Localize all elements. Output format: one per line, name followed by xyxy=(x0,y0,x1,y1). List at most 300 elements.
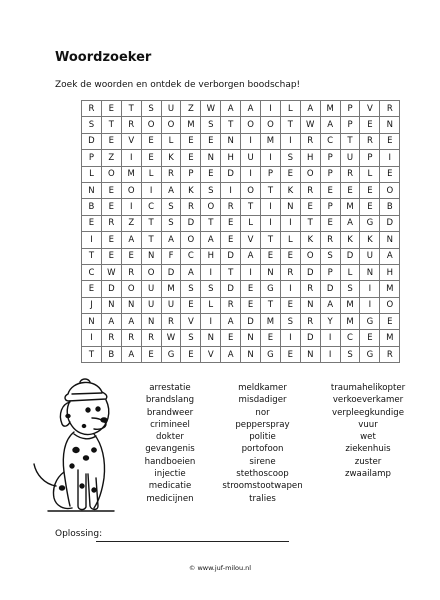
grid-cell[interactable]: T xyxy=(82,346,102,362)
grid-cell[interactable]: T xyxy=(82,248,102,264)
grid-cell[interactable]: E xyxy=(101,248,121,264)
grid-cell[interactable]: E xyxy=(300,199,320,215)
grid-cell[interactable]: L xyxy=(161,133,181,149)
grid-cell[interactable]: A xyxy=(121,232,141,248)
word-item: pepperspray xyxy=(235,419,290,430)
grid-cell[interactable]: L xyxy=(280,101,300,117)
grid-cell[interactable]: N xyxy=(201,330,221,346)
grid-cell[interactable]: P xyxy=(320,150,340,166)
grid-cell[interactable]: E xyxy=(141,133,161,149)
grid-cell[interactable]: E xyxy=(201,166,221,182)
grid-cell[interactable]: A xyxy=(201,232,221,248)
grid-cell[interactable]: R xyxy=(121,117,141,133)
grid-cell[interactable]: I xyxy=(82,232,102,248)
grid-cell[interactable]: I xyxy=(241,133,261,149)
page-title: Woordzoeker xyxy=(55,50,152,65)
grid-cell[interactable]: I xyxy=(121,150,141,166)
grid-cell[interactable]: S xyxy=(340,346,360,362)
word-list-column-1 xyxy=(130,382,210,505)
grid-cell[interactable]: I xyxy=(261,150,281,166)
grid-row xyxy=(82,330,400,346)
grid-cell[interactable]: E xyxy=(82,281,102,297)
grid-cell[interactable]: P xyxy=(181,166,201,182)
grid-cell[interactable]: N xyxy=(101,297,121,313)
grid-cell[interactable]: E xyxy=(221,330,241,346)
grid-cell[interactable]: D xyxy=(181,215,201,231)
grid-cell[interactable]: P xyxy=(360,150,380,166)
grid-cell[interactable]: E xyxy=(380,133,400,149)
grid-cell[interactable]: P xyxy=(261,166,281,182)
grid-cell[interactable]: U xyxy=(241,150,261,166)
grid-cell[interactable]: O xyxy=(121,182,141,198)
grid-cell[interactable]: U xyxy=(161,297,181,313)
grid-cell[interactable]: A xyxy=(380,248,400,264)
grid-cell[interactable]: G xyxy=(161,346,181,362)
grid-cell[interactable]: I xyxy=(320,330,340,346)
grid-cell[interactable]: E xyxy=(360,117,380,133)
grid-cell[interactable]: L xyxy=(241,215,261,231)
grid-cell[interactable]: U xyxy=(141,297,161,313)
grid-cell[interactable]: R xyxy=(300,281,320,297)
word-item: crimineel xyxy=(150,419,190,430)
grid-cell[interactable]: A xyxy=(181,264,201,280)
grid-cell[interactable]: S xyxy=(201,182,221,198)
grid-cell[interactable]: R xyxy=(300,182,320,198)
grid-cell[interactable]: E xyxy=(360,182,380,198)
grid-cell[interactable]: A xyxy=(101,314,121,330)
word-item: ziekenhuis xyxy=(345,444,391,455)
grid-cell[interactable]: A xyxy=(320,117,340,133)
word-item: brandslang xyxy=(145,395,195,406)
grid-cell[interactable]: R xyxy=(320,232,340,248)
grid-cell[interactable]: R xyxy=(121,264,141,280)
grid-cell[interactable]: D xyxy=(320,281,340,297)
grid-cell[interactable]: O xyxy=(161,117,181,133)
grid-cell[interactable]: W xyxy=(201,101,221,117)
grid-cell[interactable]: A xyxy=(241,101,261,117)
grid-cell[interactable]: K xyxy=(181,182,201,198)
grid-cell[interactable]: V xyxy=(121,133,141,149)
grid-cell[interactable]: V xyxy=(201,346,221,362)
grid-cell[interactable]: R xyxy=(161,314,181,330)
grid-cell[interactable]: A xyxy=(340,215,360,231)
grid-cell[interactable]: I xyxy=(261,199,281,215)
dalmatian-firedog-illustration xyxy=(28,374,124,516)
grid-cell[interactable]: M xyxy=(380,281,400,297)
grid-cell[interactable]: L xyxy=(82,166,102,182)
grid-cell[interactable]: E xyxy=(280,346,300,362)
grid-cell[interactable]: E xyxy=(101,199,121,215)
grid-cell[interactable]: D xyxy=(221,166,241,182)
grid-cell[interactable]: I xyxy=(261,101,281,117)
grid-cell[interactable]: U xyxy=(340,150,360,166)
grid-cell[interactable]: R xyxy=(141,330,161,346)
grid-cell[interactable]: E xyxy=(280,248,300,264)
grid-cell[interactable]: L xyxy=(340,264,360,280)
grid-cell[interactable]: E xyxy=(241,281,261,297)
grid-row xyxy=(82,264,400,280)
grid-row xyxy=(82,117,400,133)
grid-cell[interactable]: K xyxy=(340,232,360,248)
word-item: medicijnen xyxy=(146,493,194,504)
grid-cell[interactable]: P xyxy=(320,166,340,182)
grid-cell[interactable]: G xyxy=(261,346,281,362)
grid-cell[interactable]: T xyxy=(141,215,161,231)
grid-cell[interactable]: E xyxy=(101,101,121,117)
grid-cell[interactable]: E xyxy=(101,133,121,149)
grid-cell[interactable]: M xyxy=(380,330,400,346)
grid-cell[interactable]: H xyxy=(201,248,221,264)
grid-cell[interactable]: A xyxy=(121,314,141,330)
grid-cell[interactable]: H xyxy=(221,150,241,166)
grid-cell[interactable]: R xyxy=(101,215,121,231)
grid-cell[interactable]: E xyxy=(181,346,201,362)
grid-cell[interactable]: N xyxy=(280,199,300,215)
word-item: dokter xyxy=(156,432,184,443)
grid-cell[interactable]: I xyxy=(201,264,221,280)
grid-cell[interactable]: T xyxy=(280,117,300,133)
grid-cell[interactable]: F xyxy=(161,248,181,264)
grid-cell[interactable]: Z xyxy=(181,101,201,117)
word-list-column-2 xyxy=(215,382,310,505)
grid-cell[interactable]: A xyxy=(221,101,241,117)
grid-cell[interactable]: N xyxy=(141,314,161,330)
grid-cell[interactable]: A xyxy=(121,346,141,362)
grid-cell[interactable]: E xyxy=(360,199,380,215)
grid-cell[interactable]: E xyxy=(121,248,141,264)
word-item: injectie xyxy=(154,469,186,480)
grid-cell[interactable]: K xyxy=(161,150,181,166)
grid-cell[interactable]: U xyxy=(360,248,380,264)
grid-cell[interactable]: G xyxy=(360,346,380,362)
grid-cell[interactable]: O xyxy=(241,182,261,198)
grid-cell[interactable]: A xyxy=(221,346,241,362)
grid-cell[interactable]: D xyxy=(340,248,360,264)
grid-cell[interactable]: U xyxy=(161,101,181,117)
grid-cell[interactable]: I xyxy=(82,330,102,346)
grid-cell[interactable]: I xyxy=(280,330,300,346)
grid-cell[interactable]: N xyxy=(82,182,102,198)
grid-cell[interactable]: E xyxy=(380,314,400,330)
grid-cell[interactable]: O xyxy=(380,182,400,198)
grid-cell[interactable]: S xyxy=(201,281,221,297)
grid-cell[interactable]: D xyxy=(221,281,241,297)
grid-cell[interactable]: B xyxy=(82,199,102,215)
grid-cell[interactable]: R xyxy=(280,264,300,280)
grid-cell[interactable]: D xyxy=(241,314,261,330)
word-item: wet xyxy=(360,432,376,443)
grid-row xyxy=(82,281,400,297)
grid-cell[interactable]: N xyxy=(241,330,261,346)
grid-cell[interactable]: S xyxy=(161,215,181,231)
grid-cell[interactable]: T xyxy=(340,133,360,149)
grid-cell[interactable]: S xyxy=(340,281,360,297)
grid-cell[interactable]: P xyxy=(320,264,340,280)
grid-cell[interactable]: A xyxy=(221,314,241,330)
grid-cell[interactable]: S xyxy=(280,314,300,330)
grid-cell[interactable]: O xyxy=(181,232,201,248)
grid-cell[interactable]: R xyxy=(161,166,181,182)
grid-cell[interactable]: R xyxy=(221,199,241,215)
grid-cell[interactable]: N xyxy=(221,133,241,149)
grid-cell[interactable]: D xyxy=(300,330,320,346)
grid-cell[interactable]: I xyxy=(261,215,281,231)
word-item: handboeien xyxy=(144,456,196,467)
grid-cell[interactable]: R xyxy=(360,133,380,149)
word-list-column-3 xyxy=(318,382,418,480)
grid-cell[interactable]: N xyxy=(360,264,380,280)
grid-cell[interactable]: O xyxy=(101,166,121,182)
grid-cell[interactable]: S xyxy=(320,248,340,264)
grid-cell[interactable]: D xyxy=(221,248,241,264)
grid-cell[interactable]: I xyxy=(360,281,380,297)
grid-cell[interactable]: O xyxy=(241,117,261,133)
grid-cell[interactable]: E xyxy=(101,232,121,248)
grid-cell[interactable]: Z xyxy=(101,150,121,166)
grid-cell[interactable]: A xyxy=(300,101,320,117)
grid-cell[interactable]: B xyxy=(101,346,121,362)
grid-cell[interactable]: V xyxy=(181,314,201,330)
grid-cell[interactable]: C xyxy=(340,330,360,346)
grid-cell[interactable]: N xyxy=(261,264,281,280)
grid-cell[interactable]: D xyxy=(380,215,400,231)
grid-cell[interactable]: S xyxy=(201,117,221,133)
grid-cell[interactable]: A xyxy=(320,297,340,313)
grid-cell[interactable]: T xyxy=(221,117,241,133)
grid-cell[interactable]: O xyxy=(121,281,141,297)
word-item: misdadiger xyxy=(238,395,287,406)
grid-cell[interactable]: I xyxy=(360,297,380,313)
grid-cell[interactable]: I xyxy=(141,182,161,198)
grid-cell[interactable]: D xyxy=(161,264,181,280)
grid-cell[interactable]: M xyxy=(261,133,281,149)
grid-cell[interactable]: S xyxy=(280,150,300,166)
grid-cell[interactable]: M xyxy=(121,166,141,182)
grid-cell[interactable]: L xyxy=(201,297,221,313)
grid-cell[interactable]: A xyxy=(161,182,181,198)
grid-cell[interactable]: R xyxy=(300,133,320,149)
grid-cell[interactable]: I xyxy=(320,346,340,362)
grid-cell[interactable]: I xyxy=(280,281,300,297)
grid-cell[interactable]: O xyxy=(141,117,161,133)
grid-cell[interactable]: D xyxy=(82,133,102,149)
grid-row xyxy=(82,166,400,182)
instruction-text: Zoek de woorden en ontdek de verborgen boodschap! xyxy=(55,80,301,90)
grid-cell[interactable]: D xyxy=(300,264,320,280)
grid-cell[interactable]: L xyxy=(280,232,300,248)
grid-cell[interactable]: N xyxy=(201,150,221,166)
grid-row xyxy=(82,297,400,313)
grid-cell[interactable]: M xyxy=(261,314,281,330)
grid-row xyxy=(82,199,400,215)
grid-cell[interactable]: O xyxy=(201,199,221,215)
grid-row xyxy=(82,314,400,330)
grid-cell[interactable]: L xyxy=(360,166,380,182)
grid-cell[interactable]: N xyxy=(300,297,320,313)
grid-cell[interactable]: R xyxy=(340,166,360,182)
grid-cell[interactable]: R xyxy=(82,101,102,117)
word-item: politie xyxy=(249,432,276,443)
grid-cell[interactable]: T xyxy=(101,117,121,133)
grid-cell[interactable]: S xyxy=(181,281,201,297)
grid-cell[interactable]: R xyxy=(380,346,400,362)
grid-cell[interactable]: N xyxy=(380,232,400,248)
grid-cell[interactable]: W xyxy=(161,330,181,346)
word-item: verpleegkundige xyxy=(332,407,404,418)
word-item: medicatie xyxy=(148,481,192,492)
grid-cell[interactable]: R xyxy=(121,330,141,346)
grid-cell[interactable]: E xyxy=(320,182,340,198)
grid-cell[interactable]: S xyxy=(161,199,181,215)
grid-cell[interactable]: T xyxy=(221,264,241,280)
grid-cell[interactable]: K xyxy=(280,182,300,198)
grid-cell[interactable]: E xyxy=(320,215,340,231)
grid-cell[interactable]: G xyxy=(360,215,380,231)
grid-row xyxy=(82,150,400,166)
word-search-grid xyxy=(81,100,400,363)
grid-cell[interactable]: M xyxy=(181,117,201,133)
grid-cell[interactable]: I xyxy=(201,314,221,330)
grid-cell[interactable]: W xyxy=(300,117,320,133)
word-item: portofoon xyxy=(241,444,284,455)
grid-cell[interactable]: R xyxy=(181,199,201,215)
grid-cell[interactable]: D xyxy=(101,281,121,297)
grid-cell[interactable]: I xyxy=(121,199,141,215)
grid-cell[interactable]: A xyxy=(241,248,261,264)
grid-cell[interactable]: I xyxy=(241,264,261,280)
grid-cell[interactable]: G xyxy=(360,314,380,330)
grid-cell[interactable]: E xyxy=(241,297,261,313)
grid-cell[interactable]: E xyxy=(101,182,121,198)
grid-cell[interactable]: C xyxy=(82,264,102,280)
grid-cell[interactable]: E xyxy=(82,215,102,231)
word-item: meldkamer xyxy=(238,383,287,393)
grid-cell[interactable]: S xyxy=(82,117,102,133)
word-item: brandweer xyxy=(146,407,194,418)
grid-cell[interactable]: E xyxy=(201,133,221,149)
grid-cell[interactable]: K xyxy=(360,232,380,248)
grid-cell[interactable]: W xyxy=(101,264,121,280)
solution-label: Oplossing: xyxy=(55,529,103,539)
grid-row xyxy=(82,182,400,198)
grid-cell[interactable]: O xyxy=(141,264,161,280)
grid-cell[interactable]: E xyxy=(221,215,241,231)
grid-cell[interactable]: M xyxy=(340,199,360,215)
footer-credit: © www.juf-milou.nl xyxy=(188,564,252,572)
grid-cell[interactable]: J xyxy=(82,297,102,313)
grid-cell[interactable]: E xyxy=(261,248,281,264)
grid-cell[interactable]: Z xyxy=(121,215,141,231)
grid-cell[interactable]: E xyxy=(141,346,161,362)
grid-cell[interactable]: T xyxy=(201,215,221,231)
grid-cell[interactable]: T xyxy=(241,199,261,215)
grid-cell[interactable]: T xyxy=(141,232,161,248)
grid-cell[interactable]: I xyxy=(380,150,400,166)
grid-cell[interactable]: E xyxy=(181,297,201,313)
word-item: stethoscoop xyxy=(236,469,289,480)
grid-cell[interactable]: M xyxy=(320,101,340,117)
grid-cell[interactable]: T xyxy=(261,182,281,198)
grid-cell[interactable]: N xyxy=(380,117,400,133)
grid-cell[interactable]: M xyxy=(340,297,360,313)
grid-cell[interactable]: M xyxy=(161,281,181,297)
word-item: verkoeverkamer xyxy=(332,395,404,406)
grid-cell[interactable]: I xyxy=(241,166,261,182)
grid-cell[interactable]: N xyxy=(141,248,161,264)
grid-cell[interactable]: T xyxy=(121,101,141,117)
grid-cell[interactable]: C xyxy=(320,133,340,149)
grid-cell[interactable]: V xyxy=(360,101,380,117)
grid-cell[interactable]: E xyxy=(360,330,380,346)
grid-cell[interactable]: N xyxy=(300,346,320,362)
grid-cell[interactable]: R xyxy=(221,297,241,313)
grid-cell[interactable]: H xyxy=(380,264,400,280)
grid-cell[interactable]: S xyxy=(141,101,161,117)
word-item: tralies xyxy=(249,493,276,504)
grid-cell[interactable]: P xyxy=(340,101,360,117)
grid-cell[interactable]: E xyxy=(261,330,281,346)
grid-cell[interactable]: C xyxy=(141,199,161,215)
grid-cell[interactable]: E xyxy=(141,150,161,166)
grid-cell[interactable]: E xyxy=(221,232,241,248)
grid-cell[interactable]: U xyxy=(141,281,161,297)
grid-cell[interactable]: P xyxy=(340,117,360,133)
grid-cell[interactable]: N xyxy=(121,297,141,313)
word-item: traumahelikopter xyxy=(330,383,406,393)
grid-cell[interactable]: S xyxy=(181,330,201,346)
word-item: stroomstootwapen xyxy=(222,481,303,492)
grid-cell[interactable]: O xyxy=(261,117,281,133)
grid-cell[interactable]: E xyxy=(280,297,300,313)
grid-cell[interactable]: R xyxy=(101,330,121,346)
grid-row xyxy=(82,232,400,248)
grid-cell[interactable]: Y xyxy=(320,314,340,330)
grid-cell[interactable]: B xyxy=(380,199,400,215)
grid-cell[interactable]: E xyxy=(380,166,400,182)
grid-cell[interactable]: I xyxy=(280,133,300,149)
grid-cell[interactable]: C xyxy=(181,248,201,264)
grid-cell[interactable]: N xyxy=(241,346,261,362)
grid-cell[interactable]: R xyxy=(300,314,320,330)
grid-row xyxy=(82,346,400,362)
grid-cell[interactable]: E xyxy=(340,182,360,198)
grid-cell[interactable]: O xyxy=(300,166,320,182)
grid-cell[interactable]: E xyxy=(181,150,201,166)
grid-cell[interactable]: I xyxy=(280,215,300,231)
grid-cell[interactable]: M xyxy=(340,314,360,330)
grid-cell[interactable]: P xyxy=(82,150,102,166)
grid-cell[interactable]: A xyxy=(161,232,181,248)
grid-cell[interactable]: P xyxy=(320,199,340,215)
grid-cell[interactable]: L xyxy=(141,166,161,182)
grid-cell[interactable]: E xyxy=(280,166,300,182)
grid-cell[interactable]: H xyxy=(300,150,320,166)
solution-answer-line[interactable] xyxy=(96,541,289,542)
grid-cell[interactable]: I xyxy=(221,182,241,198)
grid-cell[interactable]: K xyxy=(300,232,320,248)
grid-cell[interactable]: O xyxy=(300,248,320,264)
grid-cell[interactable]: N xyxy=(82,314,102,330)
grid-cell[interactable]: G xyxy=(261,281,281,297)
grid-cell[interactable]: T xyxy=(261,232,281,248)
grid-cell[interactable]: R xyxy=(380,101,400,117)
grid-row xyxy=(82,133,400,149)
grid-cell[interactable]: O xyxy=(380,297,400,313)
grid-cell[interactable]: T xyxy=(300,215,320,231)
grid-cell[interactable]: E xyxy=(181,133,201,149)
grid-cell[interactable]: T xyxy=(261,297,281,313)
grid-cell[interactable]: V xyxy=(241,232,261,248)
